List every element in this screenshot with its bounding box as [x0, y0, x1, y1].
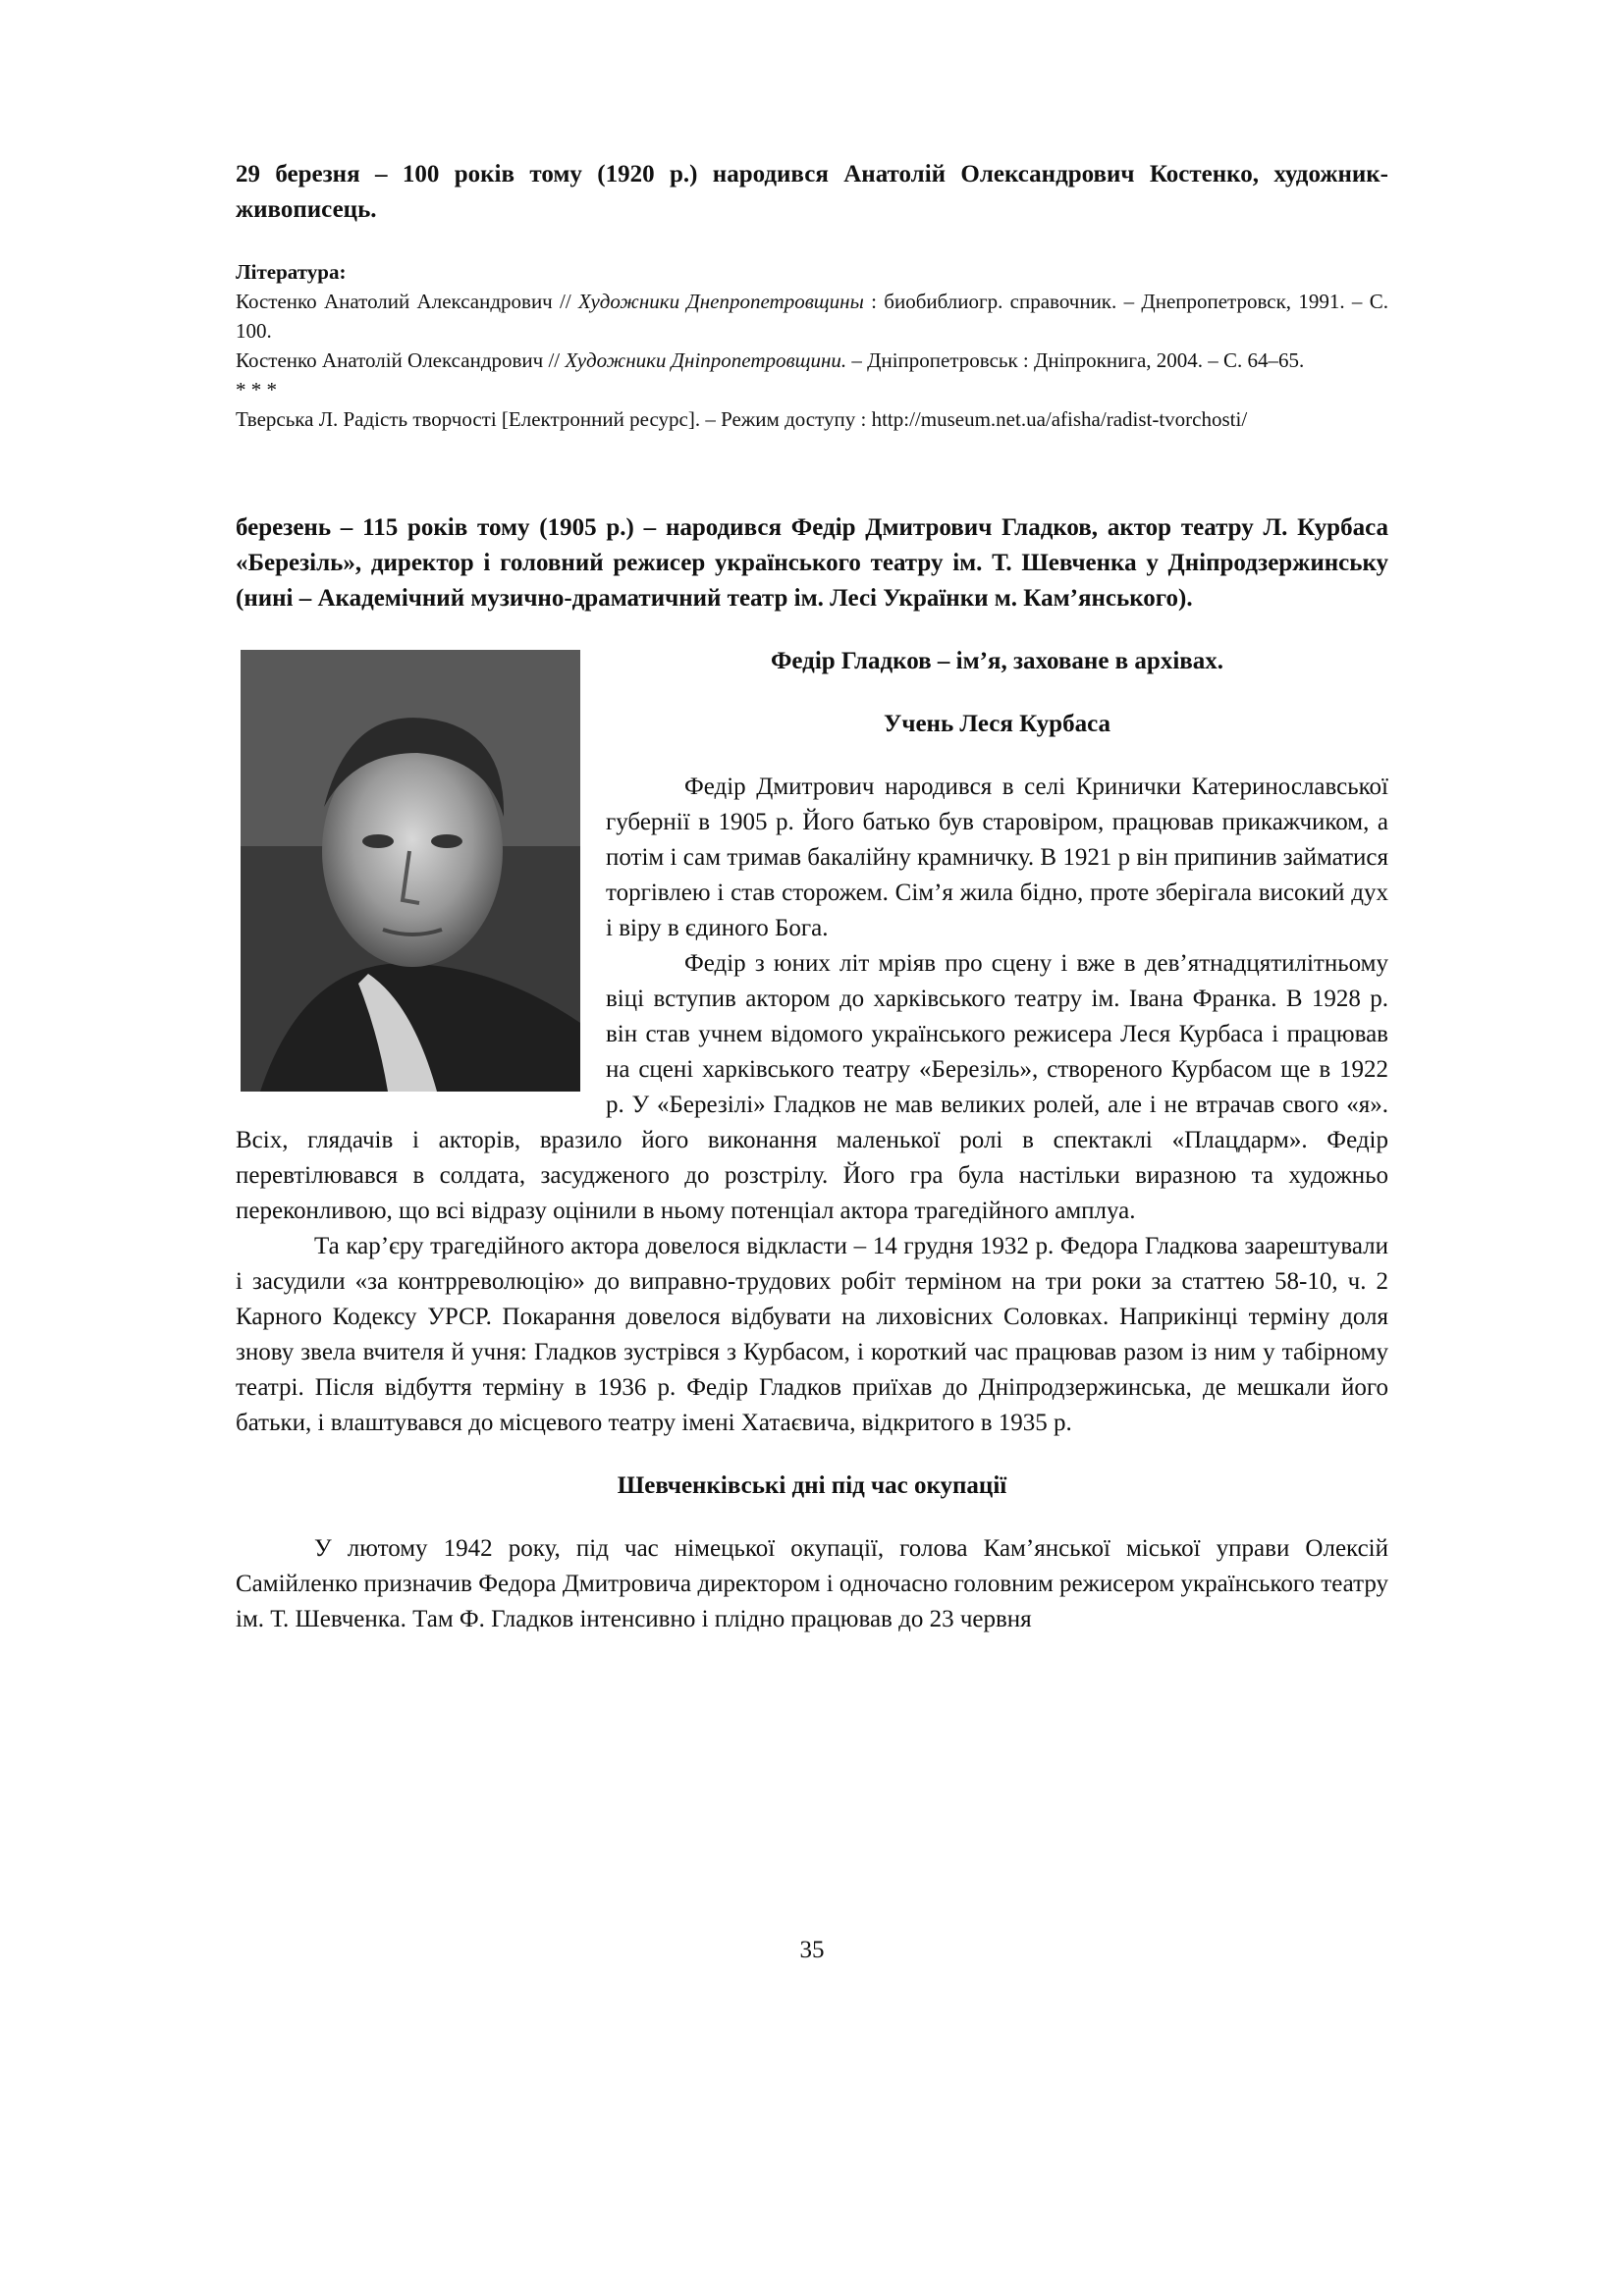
- literature-title: Література:: [236, 260, 347, 284]
- article-title: Федір Гладков – ім’я, заховане в архівах.: [770, 648, 1224, 674]
- lit-item-details: : биобиблиогр. справочник. – Днепропетровск, 1991. – С. 100.: [236, 290, 1388, 343]
- section-title: Шевченківські дні під час окупації: [617, 1472, 1007, 1499]
- lit-item-author: Костенко Анатолій Олександрович //: [236, 348, 566, 372]
- article-subtitle: Учень Леся Курбаса: [884, 711, 1110, 737]
- entry-heading-gladkov: березень – 115 років тому (1905 р.) – народився Федір Дмитрович Гладков, актор театру Л. Курбаса «Березіль», директор і головний режисер українського театру ім. Т. Шевченка у Дніпродзержинську (нині – Академічний музично-драматичний театр ім. Лесі Українки м. Кам’янського).: [236, 514, 1388, 612]
- article-paragraph: Та кар’єру трагедійного актора довелося відкласти – 14 грудня 1932 р. Федора Гладкова заарештували і засудили «за контрреволюцію» до виправно-трудових робіт терміном на три роки за статтею 58-10, ч. 2 Карного Кодексу УРСР. Покарання довелося відбувати на лиховісних Соловках. Наприкінці терміну доля знову звела вчителя й учня: Гладков зустрівся з Курбасом, і короткий час працював разом із ним у табірному театрі. Після відбуття терміну в 1936 р. Федір Гладков приїхав до Дніпродзержинська, де мешкали його батьки, і влаштувався до місцевого театру імені Хатаєвича, відкритого в 1935 р.: [236, 1233, 1388, 1436]
- document-page: [236, 157, 1388, 1637]
- literature-separator: * * *: [236, 378, 277, 401]
- literature-online-item: Тверська Л. Радість творчості [Електронний ресурс]. – Режим доступу : http://museum.net.ua/afisha/radist-tvorchosti/: [236, 407, 1248, 431]
- article-paragraph: Федір з юних літ мріяв про сцену і вже в дев’ятнадцятилітньому віці вступив актором до харківського театру ім. Івана Франка. В 1928 р. він став учнем відомого українського режисера Леся Курбаса і працював на сцені харківського театру «Березіль», створеного Курбасом ще в 1922 р. У «Березілі» Гладков не мав великих ролей, але і не втрачав свого «я». Всіх, глядачів і акторів, вразило його виконання маленької ролі в спектаклі «Плацдарм». Федір перевтілювався в солдата, засудженого до розстрілу. Його гра була настільки виразною та художньо переконливою, що всі відразу оцінили в ньому потенціал актора трагедійного амплуа.: [236, 950, 1388, 1224]
- lit-item-author: Костенко Анатолий Александрович //: [236, 290, 579, 313]
- portrait-photo: [241, 650, 580, 1092]
- portrait-illustration: [241, 650, 580, 1092]
- article-paragraph: Федір Дмитрович народився в селі Кринички Катеринославської губернії в 1905 р. Його батько був старовіром, працював прикажчиком, а потім і сам тримав бакалійну крамничку. В 1921 р він припинив займатися торгівлею і став сторожем. Сім’я жила бідно, проте зберігала високий дух і віру в єдиного Бога.: [606, 774, 1388, 941]
- lit-item-source: Художники Днепропетровщины: [578, 290, 864, 313]
- page-number: 35: [799, 1937, 825, 1963]
- lit-item-details: – Дніпропетровськ : Дніпрокнига, 2004. – С. 64–65.: [846, 348, 1305, 372]
- entry-heading-kostenko: 29 березня – 100 років тому (1920 р.) народився Анатолій Олександрович Костенко, художник-живописець.: [236, 161, 1388, 223]
- article: [236, 644, 1388, 1637]
- literature-item: [236, 346, 1388, 375]
- article-paragraph: У лютому 1942 року, під час німецької окупації, голова Кам’янської міської управи Олексій Самійленко призначив Федора Дмитровича директором і одночасно головним режисером українського театру ім. Т. Шевченка. Там Ф. Гладков інтенсивно і плідно працював до 23 червня: [236, 1535, 1388, 1632]
- literature-block: [236, 257, 1388, 434]
- lit-item-source: Художники Дніпропетровщини.: [565, 348, 847, 372]
- literature-item: [236, 287, 1388, 346]
